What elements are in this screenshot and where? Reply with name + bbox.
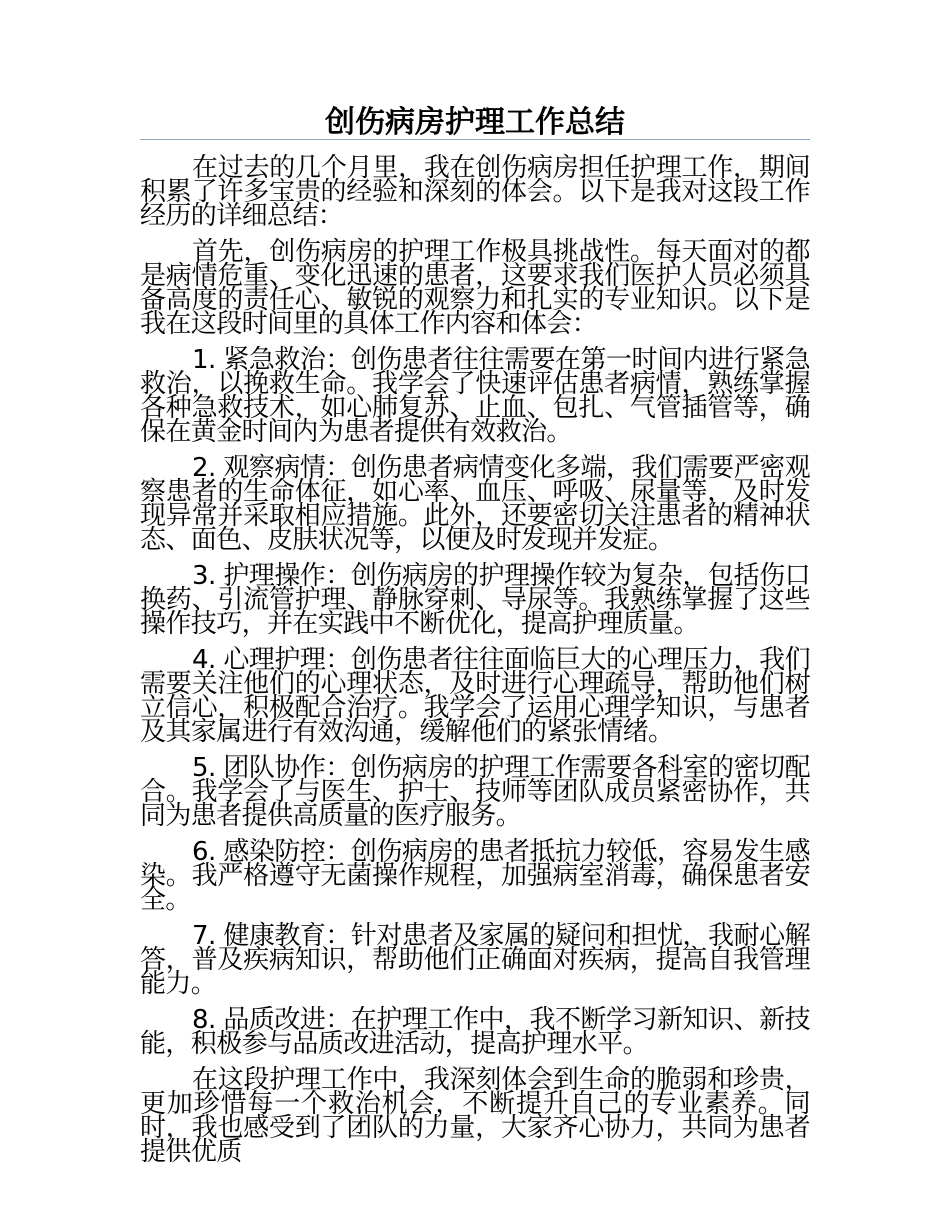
paragraph-item-observation: 2. 观察病情：创伤患者病情变化多端，我们需要严密观察患者的生命体征，如心率、血压、呼吸、尿量等，及时发现异常并采取相应措施。此外，还要密切关注患者的精神状态、面色、皮肤状况等，以便及时发现并发症。: [140, 453, 810, 555]
document-title: 创伤病房护理工作总结: [325, 105, 625, 140]
paragraph-item-infection: 6. 感染防控：创伤病房的患者抵抗力较低，容易发生感染。我严格遵守无菌操作规程，加强病室消毒，确保患者安全。: [140, 837, 810, 915]
paragraph-item-education: 7. 健康教育：针对患者及家属的疑问和担忧，我耐心解答，普及疾病知识，帮助他们正确面对疾病，提高自我管理能力。: [140, 921, 810, 999]
document-body: [140, 153, 810, 1167]
paragraph-item-quality: 8. 品质改进：在护理工作中，我不断学习新知识、新技能，积极参与品质改进活动，提高护理水平。: [140, 1005, 810, 1059]
paragraph-overview: 首先，创伤病房的护理工作极具挑战性。每天面对的都是病情危重、变化迅速的患者，这要求我们医护人员必须具备高度的责任心、敏锐的观察力和扎实的专业知识。以下是我在这段时间里的具体工作内容和体会：: [140, 237, 810, 339]
paragraph-reflection: 在这段护理工作中，我深刻体会到生命的脆弱和珍贵，更加珍惜每一个救治机会，不断提升自己的专业素养。同时，我也感受到了团队的力量，大家齐心协力，共同为患者提供优质: [140, 1065, 810, 1167]
paragraph-item-teamwork: 5. 团队协作：创伤病房的护理工作需要各科室的密切配合。我学会了与医生、护士、技师等团队成员紧密协作，共同为患者提供高质量的医疗服务。: [140, 753, 810, 831]
paragraph-intro: 在过去的几个月里，我在创伤病房担任护理工作，期间积累了许多宝贵的经验和深刻的体会。以下是我对这段工作经历的详细总结：: [140, 153, 810, 231]
paragraph-item-procedures: 3. 护理操作：创伤病房的护理操作较为复杂，包括伤口换药、引流管护理、静脉穿刺、导尿等。我熟练掌握了这些操作技巧，并在实践中不断优化，提高护理质量。: [140, 561, 810, 639]
paragraph-item-psychology: 4. 心理护理：创伤患者往往面临巨大的心理压力，我们需要关注他们的心理状态，及时进行心理疏导，帮助他们树立信心，积极配合治疗。我学会了运用心理学知识，与患者及其家属进行有效沟通，缓解他们的紧张情绪。: [140, 645, 810, 747]
title-underline: [140, 139, 810, 140]
paragraph-item-emergency: 1. 紧急救治：创伤患者往往需要在第一时间内进行紧急救治，以挽救生命。我学会了快速评估患者病情，熟练掌握各种急救技术，如心肺复苏、止血、包扎、气管插管等，确保在黄金时间内为患者提供有效救治。: [140, 345, 810, 447]
